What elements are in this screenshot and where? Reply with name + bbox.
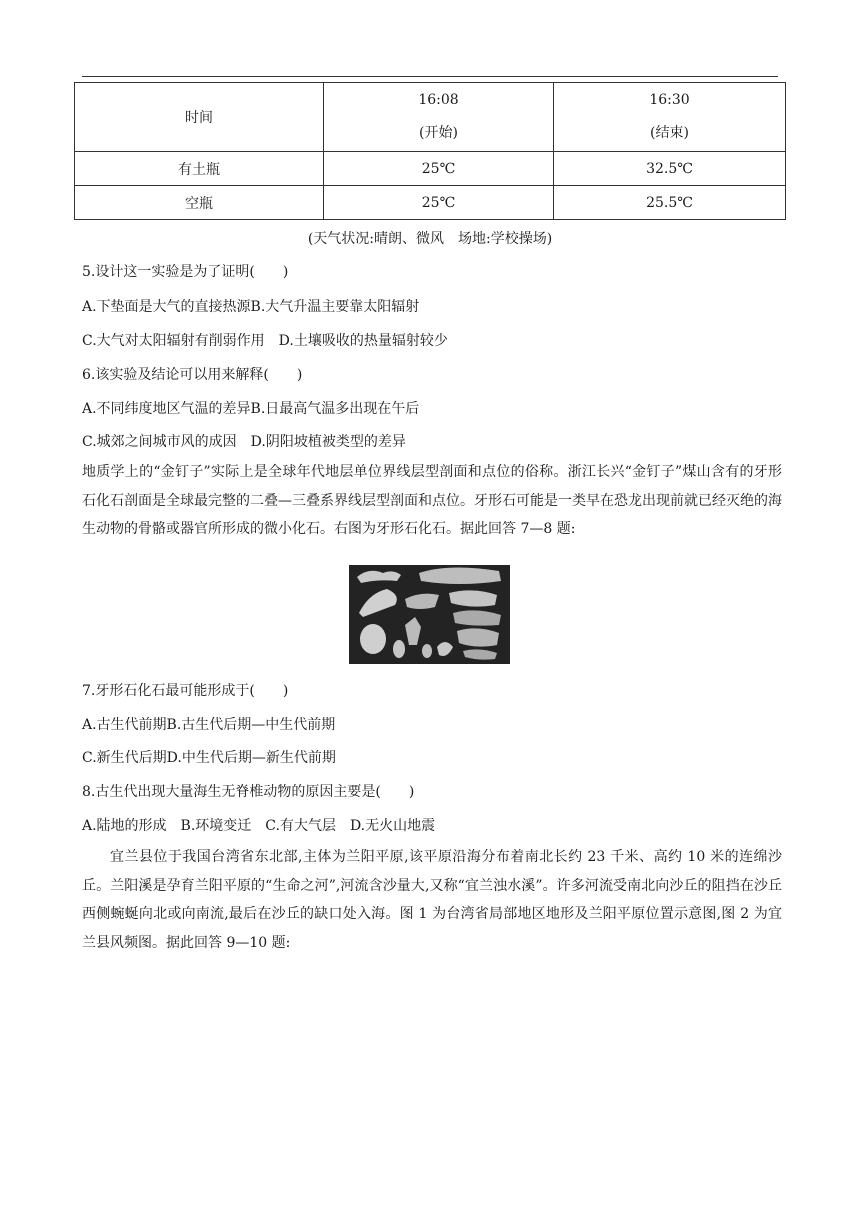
end-time: 16:30: [649, 92, 690, 108]
passage-yilan: 宜兰县位于我国台湾省东北部,主体为兰阳平原,该平原沿海分布着南北长约 23 千米、高约 10 米的连绵沙丘。兰阳溪是孕育兰阳平原的“生命之河”,河流含沙量大,又称“宜兰浊水溪”。许多河流受南北向沙丘的阻挡在沙丘西侧蜿蜒向北或向南流,最后在沙丘的缺口处入海。图 1 为台湾省局部地区地形及兰阳平原位置示意图,图 2 为宜兰县风频图。据此回答 9—10 题:: [82, 849, 782, 951]
table-row: [75, 152, 786, 186]
row-start-value: 25℃: [324, 152, 554, 186]
question-8-stem: 8.古生代出现大量海生无脊椎动物的原因主要是( ): [82, 784, 415, 800]
question-5-stem: 5.设计这一实验是为了证明( ): [82, 264, 289, 280]
question-7-options-ab: A.古生代前期B.古生代后期—中生代前期: [82, 717, 336, 733]
row-end-value: 32.5℃: [554, 152, 786, 186]
question-8-options: A.陆地的形成 B.环境变迁 C.有大气层 D.无火山地震: [82, 818, 436, 834]
table-caption: (天气状况:晴朗、微风 场地:学校操场): [307, 231, 553, 247]
start-note: (开始): [419, 125, 458, 141]
table-header-row: [75, 83, 786, 152]
end-time-cell: [554, 83, 786, 152]
experiment-table: [74, 82, 786, 220]
question-6-options-ab: A.不同纬度地区气温的差异B.日最高气温多出现在午后: [82, 401, 420, 417]
time-header-cell: 时间: [75, 83, 324, 152]
question-6-options-cd: C.城郊之间城市风的成因 D.阴阳坡植被类型的差异: [82, 434, 406, 450]
table-row: [75, 186, 786, 220]
row-label: 空瓶: [75, 186, 324, 220]
passage-golden-spike: 地质学上的“金钉子”实际上是全球年代地层单位界线层型剖面和点位的俗称。浙江长兴“金钉子”煤山含有的牙形石化石剖面是全球最完整的二叠—三叠系界线层型剖面和点位。牙形石可能是一类早在恐龙出现前就已经灭绝的海生动物的骨骼或器官所形成的微小化石。右图为牙形石化石。据此回答 7—8 题:: [82, 464, 782, 537]
start-time-cell: [324, 83, 554, 152]
question-5-options-ab: A.下垫面是大气的直接热源B.大气升温主要靠太阳辐射: [82, 299, 420, 315]
row-label: 有土瓶: [75, 152, 324, 186]
row-end-value: 25.5℃: [554, 186, 786, 220]
question-7-stem: 7.牙形石化石最可能形成于( ): [82, 683, 289, 699]
start-time: 16:08: [418, 92, 459, 108]
row-start-value: 25℃: [324, 186, 554, 220]
end-note: (结束): [650, 125, 689, 141]
question-6-stem: 6.该实验及结论可以用来解释( ): [82, 367, 303, 383]
question-7-options-cd: C.新生代后期D.中生代后期—新生代前期: [82, 750, 336, 766]
header-rule: [82, 76, 778, 77]
question-5-options-cd: C.大气对太阳辐射有削弱作用 D.土壤吸收的热量辐射较少: [82, 333, 448, 349]
conodont-fossil-image: [349, 565, 510, 664]
